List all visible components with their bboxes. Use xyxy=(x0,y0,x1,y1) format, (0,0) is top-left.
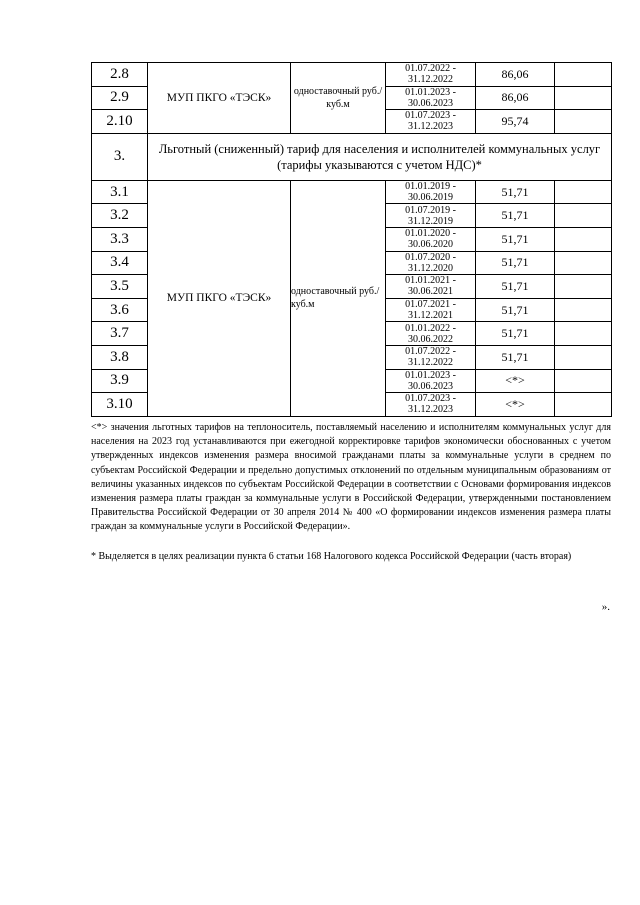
row-number: 2.10 xyxy=(92,110,148,134)
tariff-value: 51,71 xyxy=(476,298,555,322)
period-cell: 01.01.2020 - 30.06.2020 xyxy=(386,227,476,251)
tariff-value: 51,71 xyxy=(476,180,555,204)
empty-cell xyxy=(555,204,612,228)
empty-cell xyxy=(555,369,612,393)
vat-note: * Выделяется в целях реализации пункта 6 статьи 168 Налогового кодекса Российской Федерации (часть вторая) xyxy=(91,550,572,562)
empty-cell xyxy=(555,86,612,110)
row-number: 3.1 xyxy=(92,180,148,204)
period-cell: 01.07.2022 - 31.12.2022 xyxy=(386,63,476,87)
footnote-text: <*> значения льготных тарифов на теплоноситель, поставляемый населению и исполнителям коммунальных услуг для населения на 2023 год устанавливаются при ежегодной корректировке тарифов экономически обоснованных с учетом утвержденных индексов изменения размера вносимой гражданами платы за коммунальные услуги в среднем по субъектам Российской Федерации и предельно допустимых отклонений по отдельным муниципальным образованиям от величины указанных индексов по субъектам Российской Федерации в соответствии с Основами формирования индексов изменения размера платы граждан за коммунальные услуги в Российской Федерации, утвержденными постановлением Правительства Российской Федерации от 30 апреля 2014 № 400 «О формировании индексов изменения размера платы граждан за коммунальные услуги в Российской Федерации». xyxy=(91,422,611,533)
tariff-value: 51,71 xyxy=(476,204,555,228)
tariff-value: <*> xyxy=(476,369,555,393)
period-cell: 01.07.2022 - 31.12.2022 xyxy=(386,345,476,369)
tariff-unit-cell: одноставочный руб./куб.м xyxy=(291,63,386,134)
row-number: 2.8 xyxy=(92,63,148,87)
empty-cell xyxy=(555,298,612,322)
empty-cell xyxy=(555,322,612,346)
organization-cell: МУП ПКГО «ТЭСК» xyxy=(148,63,291,134)
organization-cell: МУП ПКГО «ТЭСК» xyxy=(148,180,291,416)
tariff-value: 51,71 xyxy=(476,345,555,369)
empty-cell xyxy=(555,227,612,251)
row-number: 3.8 xyxy=(92,345,148,369)
tariff-value: 86,06 xyxy=(476,63,555,87)
table-row xyxy=(92,63,612,87)
period-cell: 01.01.2023 - 30.06.2023 xyxy=(386,369,476,393)
period-cell: 01.01.2022 - 30.06.2022 xyxy=(386,322,476,346)
section-number: 3. xyxy=(92,133,148,180)
row-number: 3.9 xyxy=(92,369,148,393)
tariff-value: 51,71 xyxy=(476,322,555,346)
period-cell: 01.07.2021 - 31.12.2021 xyxy=(386,298,476,322)
tariff-value: 51,71 xyxy=(476,251,555,275)
row-number: 2.9 xyxy=(92,86,148,110)
tariff-value: 51,71 xyxy=(476,227,555,251)
row-number: 3.4 xyxy=(92,251,148,275)
period-cell: 01.07.2023 - 31.12.2023 xyxy=(386,110,476,134)
tariff-unit-cell: одноставочный руб./куб.м xyxy=(291,180,386,416)
empty-cell xyxy=(555,393,612,417)
tariff-value: 51,71 xyxy=(476,275,555,299)
row-number: 3.5 xyxy=(92,275,148,299)
period-cell: 01.01.2021 - 30.06.2021 xyxy=(386,275,476,299)
section-heading-row xyxy=(92,133,612,180)
row-number: 3.2 xyxy=(92,204,148,228)
period-cell: 01.07.2023 - 31.12.2023 xyxy=(386,393,476,417)
period-cell: 01.07.2019 - 31.12.2019 xyxy=(386,204,476,228)
period-cell: 01.07.2020 - 31.12.2020 xyxy=(386,251,476,275)
empty-cell xyxy=(555,251,612,275)
tariff-value: <*> xyxy=(476,393,555,417)
empty-cell xyxy=(555,345,612,369)
empty-cell xyxy=(555,110,612,134)
table-row xyxy=(92,180,612,204)
row-number: 3.7 xyxy=(92,322,148,346)
tariff-value: 86,06 xyxy=(476,86,555,110)
notes-block xyxy=(91,421,611,564)
empty-cell xyxy=(555,63,612,87)
period-cell: 01.01.2023 - 30.06.2023 xyxy=(386,86,476,110)
tariff-table xyxy=(91,62,612,417)
row-number: 3.3 xyxy=(92,227,148,251)
empty-cell xyxy=(555,180,612,204)
closing-quote: ». xyxy=(601,601,610,613)
tariff-value: 95,74 xyxy=(476,110,555,134)
period-cell: 01.01.2019 - 30.06.2019 xyxy=(386,180,476,204)
section-title: Льготный (сниженный) тариф для населения и исполнителей коммунальных услуг (тарифы указываются с учетом НДС)* xyxy=(148,133,612,180)
row-number: 3.6 xyxy=(92,298,148,322)
empty-cell xyxy=(555,275,612,299)
row-number: 3.10 xyxy=(92,393,148,417)
